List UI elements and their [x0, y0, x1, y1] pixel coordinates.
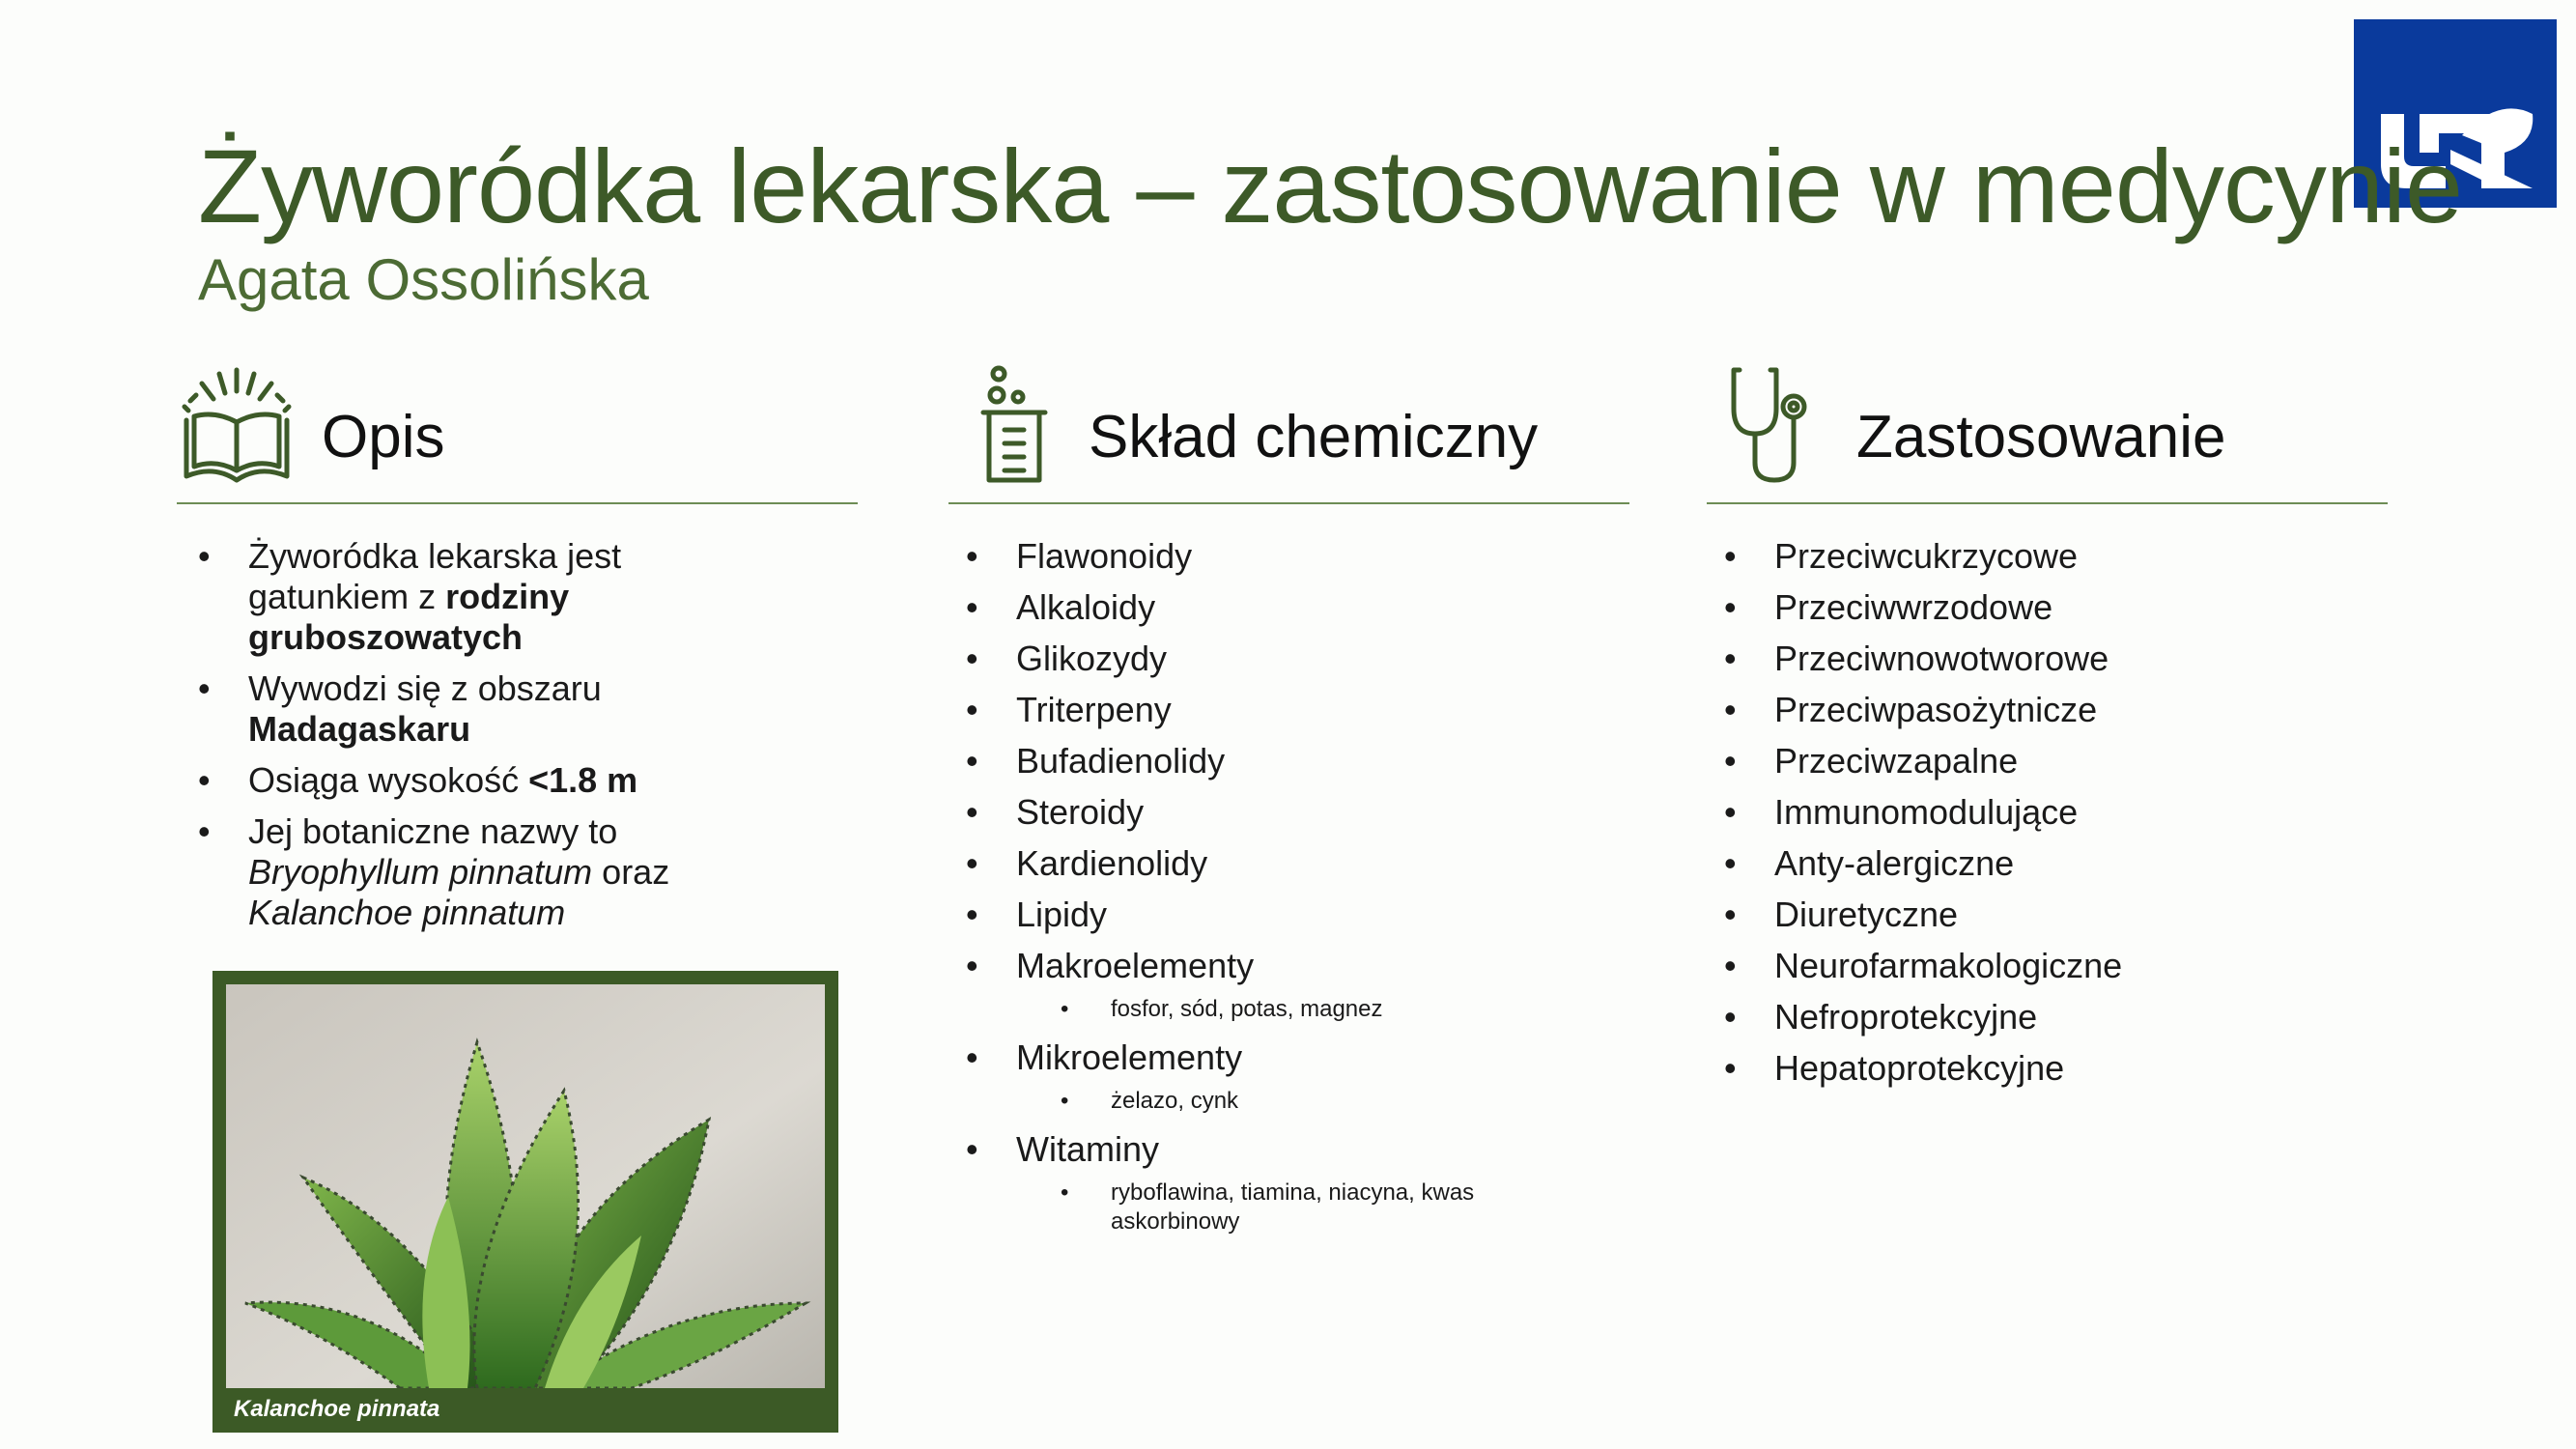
heading-sklad: Skład chemiczny: [1089, 404, 1539, 470]
heading-opis: Opis: [322, 404, 445, 470]
kalanchoe-plant-image: [226, 984, 825, 1388]
heading-zastosowanie: Zastosowanie: [1856, 404, 2226, 470]
slide-title: Żyworódka lekarska – zastosowanie w medycynie: [198, 128, 2463, 244]
list-item: • Glikozydy: [966, 639, 1594, 679]
list-item: • Flawonoidy: [966, 536, 1594, 577]
slide-subtitle: Agata Ossolińska: [198, 247, 649, 312]
list-item: • Steroidy: [966, 792, 1594, 833]
list-item: • Kardienolidy: [966, 843, 1594, 884]
list-item: • Jej botaniczne nazwy to Bryophyllum pinnatum oraz Kalanchoe pinnatum: [198, 811, 739, 933]
stethoscope-icon: [1726, 362, 1818, 488]
sub-list-item: • fosfor, sód, potas, magnez: [966, 995, 1594, 1024]
list-item: • Hepatoprotekcyjne: [1724, 1048, 2352, 1089]
opis-list: [198, 536, 739, 944]
list-item: • Diuretyczne: [1724, 895, 2352, 935]
sub-list-item: • żelazo, cynk: [966, 1087, 1594, 1116]
list-item: • Alkaloidy: [966, 587, 1594, 628]
list-item: • Przeciwwrzodowe: [1724, 587, 2352, 628]
column-header-zastosowanie: [1707, 362, 2388, 504]
list-item: • Osiąga wysokość <1.8 m: [198, 760, 739, 801]
beaker-icon: [976, 362, 1053, 488]
list-item: • Makroelementy: [966, 946, 1594, 986]
list-item: • Mikroelementy: [966, 1037, 1594, 1078]
column-header-opis: [177, 362, 858, 504]
list-item: • Triterpeny: [966, 690, 1594, 730]
list-item: • Przeciwnowotworowe: [1724, 639, 2352, 679]
photo-caption: Kalanchoe pinnata: [234, 1396, 440, 1422]
sub-list-item: • ryboflawina, tiamina, niacyna, kwas askorbinowy: [966, 1179, 1478, 1236]
list-item: • Przeciwzapalne: [1724, 741, 2352, 781]
list-item: • Wywodzi się z obszaru Madagaskaru: [198, 668, 739, 750]
list-item: • Żyworódka lekarska jest gatunkiem z rodziny gruboszowatych: [198, 536, 739, 658]
list-item: • Anty-alergiczne: [1724, 843, 2352, 884]
open-book-icon: [177, 362, 297, 488]
column-header-sklad: [948, 362, 1629, 504]
list-item: • Immunomodulujące: [1724, 792, 2352, 833]
plant-photo: [212, 971, 838, 1433]
list-item: • Przeciwpasożytnicze: [1724, 690, 2352, 730]
zastosowanie-list: [1724, 536, 2352, 1099]
list-item: • Przeciwcukrzycowe: [1724, 536, 2352, 577]
list-item: • Witaminy: [966, 1129, 1594, 1170]
list-item: • Neurofarmakologiczne: [1724, 946, 2352, 986]
list-item: • Lipidy: [966, 895, 1594, 935]
list-item: • Bufadienolidy: [966, 741, 1594, 781]
list-item: • Nefroprotekcyjne: [1724, 997, 2352, 1037]
sklad-list: [966, 536, 1594, 1250]
